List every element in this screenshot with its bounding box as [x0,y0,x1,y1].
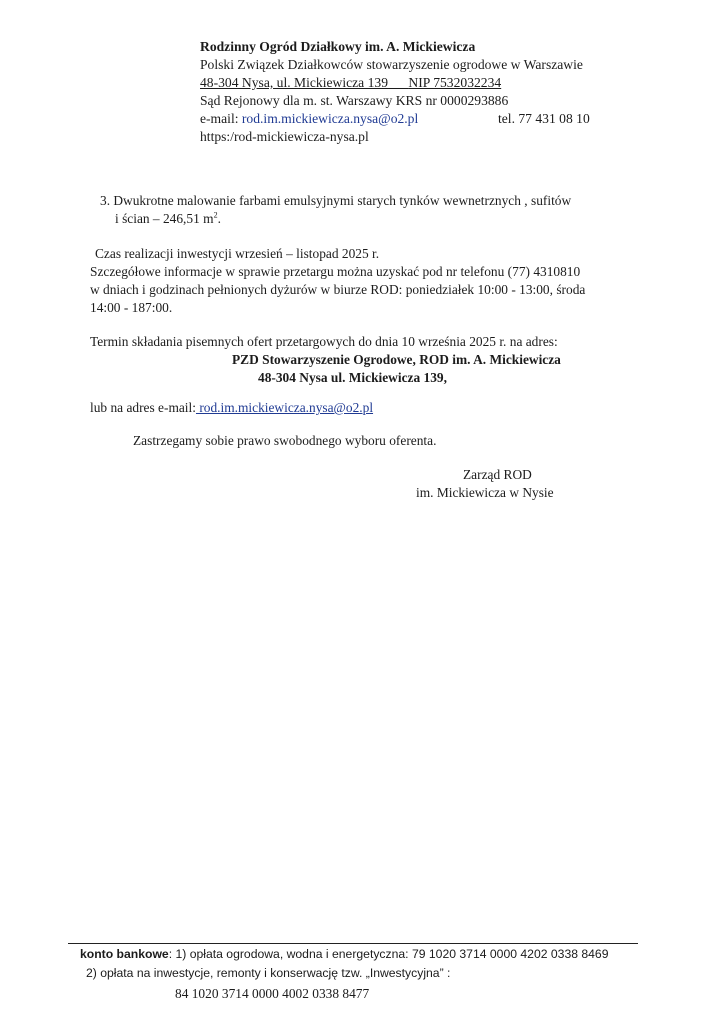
reservation-note: Zastrzegamy sobie prawo swobodnego wyboru oferenta. [133,433,437,448]
footer-account2: 84 1020 3714 0000 4002 0338 8477 [175,986,370,1001]
footer-label: konto bankowe [80,947,169,961]
item3-sup: 2 [213,210,218,220]
email-label: e-mail: [200,111,242,126]
info-line3: 14:00 - 187:00. [90,300,173,315]
item3-line1: 3. Dwukrotne malowanie farbami emulsyjnymi starych tynków wewnetrznych , sufitów [100,193,572,208]
footer-account1: : 1) opłata ogrodowa, wodna i energetyczna: 79 1020 3714 0000 4202 0338 8469 [168,947,609,961]
court-line: Sąd Rejonowy dla m. st. Warszawy KRS nr 0000293886 [200,93,509,108]
footer-divider [68,943,638,944]
deadline-line: Termin składania pisemnych ofert przetargowych do dnia 10 września 2025 r. na adres: [90,334,558,349]
footer-line2: 2) opłata na inwestycje, remonty i konserwację tzw. „Inwestycyjna” : [86,966,451,980]
address: 48-304 Nysa, ul. Mickiewicza 139 [200,75,389,90]
deadline-address1: PZD Stowarzyszenie Ogrodowe, ROD im. A. Mickiewicza [232,352,561,367]
signature-line2: im. Mickiewicza w Nysie [416,485,554,500]
alt-contact-line [90,399,373,417]
realization-time: Czas realizacji inwestycji wrzesień – listopad 2025 r. [95,246,380,261]
phone: tel. 77 431 08 10 [498,111,590,126]
org-name: Rodzinny Ogród Działkowy im. A. Mickiewicza [200,39,476,54]
header-email-link[interactable]: rod.im.mickiewicza.nysa@o2.pl [241,111,419,126]
signature-line1: Zarząd ROD [463,467,532,482]
alt-contact-email-link[interactable]: rod.im.mickiewicza.nysa@o2.pl [195,400,374,415]
association-line: Polski Związek Działkowców stowarzyszenie ogrodowe w Warszawie [200,57,583,72]
email-line [200,110,418,128]
deadline-address2: 48-304 Nysa ul. Mickiewicza 139, [258,370,447,385]
address-line [200,74,501,92]
alt-contact-prefix: lub na adres e-mail: [90,400,196,415]
item3-area: i ścian – 246,51 m [115,211,214,226]
info-line2: w dniach i godzinach pełnionych dyżurów w biurze ROD: poniedziałek 10:00 - 13:00, środa [90,282,586,297]
item3-line2 [115,210,221,228]
footer-line1 [80,947,609,961]
website: https:/rod-mickiewicza-nysa.pl [200,129,369,144]
info-line1: Szczegółowe informacje w sprawie przetargu można uzyskać pod nr telefonu (77) 4310810 [90,264,581,279]
item3-suffix: . [217,211,221,226]
nip: NIP 7532032234 [408,75,502,90]
